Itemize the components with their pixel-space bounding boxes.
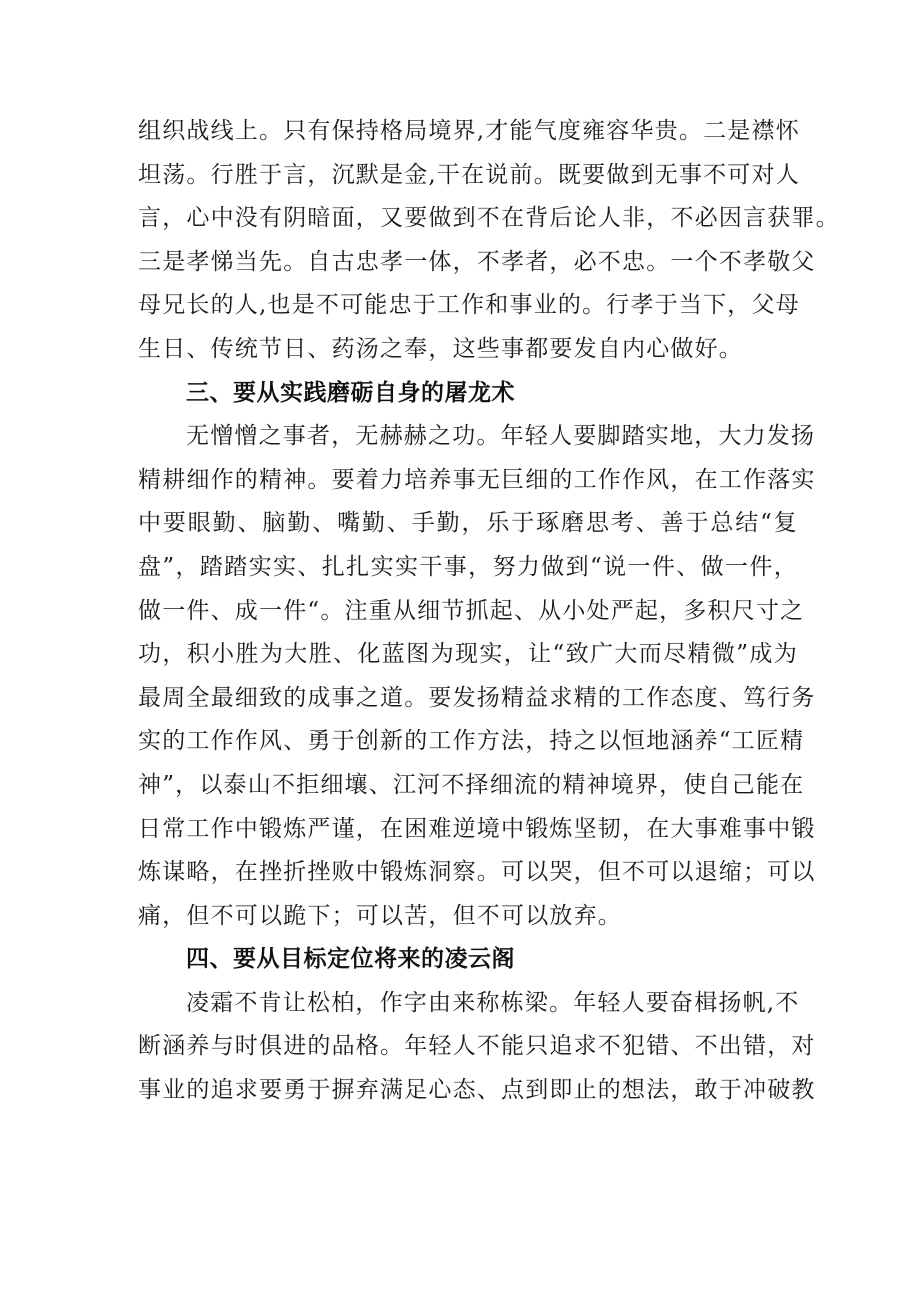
paragraph-line: 凌霜不肯让松柏，作字由来称栋梁。年轻人要奋楫扬帆,不 <box>186 989 800 1016</box>
paragraph-line: 母兄长的人,也是不可能忠于工作和事业的。行孝于当下，父母 <box>138 292 800 319</box>
paragraph-line: 炼谋略，在挫折挫败中锻炼洞察。可以哭，但不可以退缩；可以 <box>138 859 816 886</box>
paragraph-line: 言，心中没有阴暗面，又要做到不在背后论人非，不必因言获罪。 <box>138 205 840 232</box>
paragraph-line: 功，积小胜为大胜、化蓝图为现实，让“致广大而尽精微”成为 <box>138 641 798 668</box>
paragraph-line: 事业的追求要勇于摒弃满足心态、点到即止的想法，敢于冲破教 <box>138 1077 816 1104</box>
paragraph-line: 组织战线上。只有保持格局境界,才能气度雍容华贵。二是襟怀 <box>138 118 800 144</box>
section-heading: 四、要从目标定位将来的凌云阁 <box>186 946 515 973</box>
paragraph-line: 神”，以泰山不拒细壤、江河不择细流的精神境界，使自己能在 <box>138 771 805 798</box>
paragraph-line: 最周全最细致的成事之道。要发扬精益求精的工作态度、笃行务 <box>138 684 816 711</box>
paragraph-line: 精耕细作的精神。要着力培养事无巨细的工作作风，在工作落实 <box>138 466 816 493</box>
paragraph-line: 盘”，踏踏实实、扎扎实实干事，努力做到“说一件、做一件， <box>138 553 798 580</box>
paragraph-line: 无憎憎之事者，无赫赫之功。年轻人要脚踏实地，大力发扬 <box>186 423 816 450</box>
paragraph-line: 断涵养与时俱进的品格。年轻人不能只追求不犯错、不出错，对 <box>138 1033 816 1060</box>
paragraph-line: 痛，但不可以跪下；可以苦，但不可以放弃。 <box>138 902 622 929</box>
paragraph-line: 中要眼勤、脑勤、嘴勤、手勤，乐于琢磨思考、善于总结“复 <box>138 510 798 537</box>
paragraph-line: 实的工作作风、勇于创新的工作方法，持之以恒地涵养“工匠精 <box>138 728 805 755</box>
paragraph-line: 坦荡。行胜于言，沉默是金,干在说前。既要做到无事不可对人 <box>138 161 800 188</box>
paragraph-line: 做一件、成一件“。注重从细节抓起、从小处严起，多积尺寸之 <box>138 597 805 624</box>
paragraph-line: 日常工作中锻炼严谨，在困难逆境中锻炼坚韧，在大事难事中锻 <box>138 815 816 842</box>
paragraph-line: 三是孝悌当先。自古忠孝一体，不孝者，必不忠。一个不孝敬父 <box>138 248 816 275</box>
paragraph-line: 生日、传统节日、药汤之奉，这些事都要发自内心做好。 <box>138 335 743 362</box>
section-heading: 三、要从实践磨砺自身的屠龙术 <box>186 379 515 406</box>
document-body <box>138 110 840 1113</box>
